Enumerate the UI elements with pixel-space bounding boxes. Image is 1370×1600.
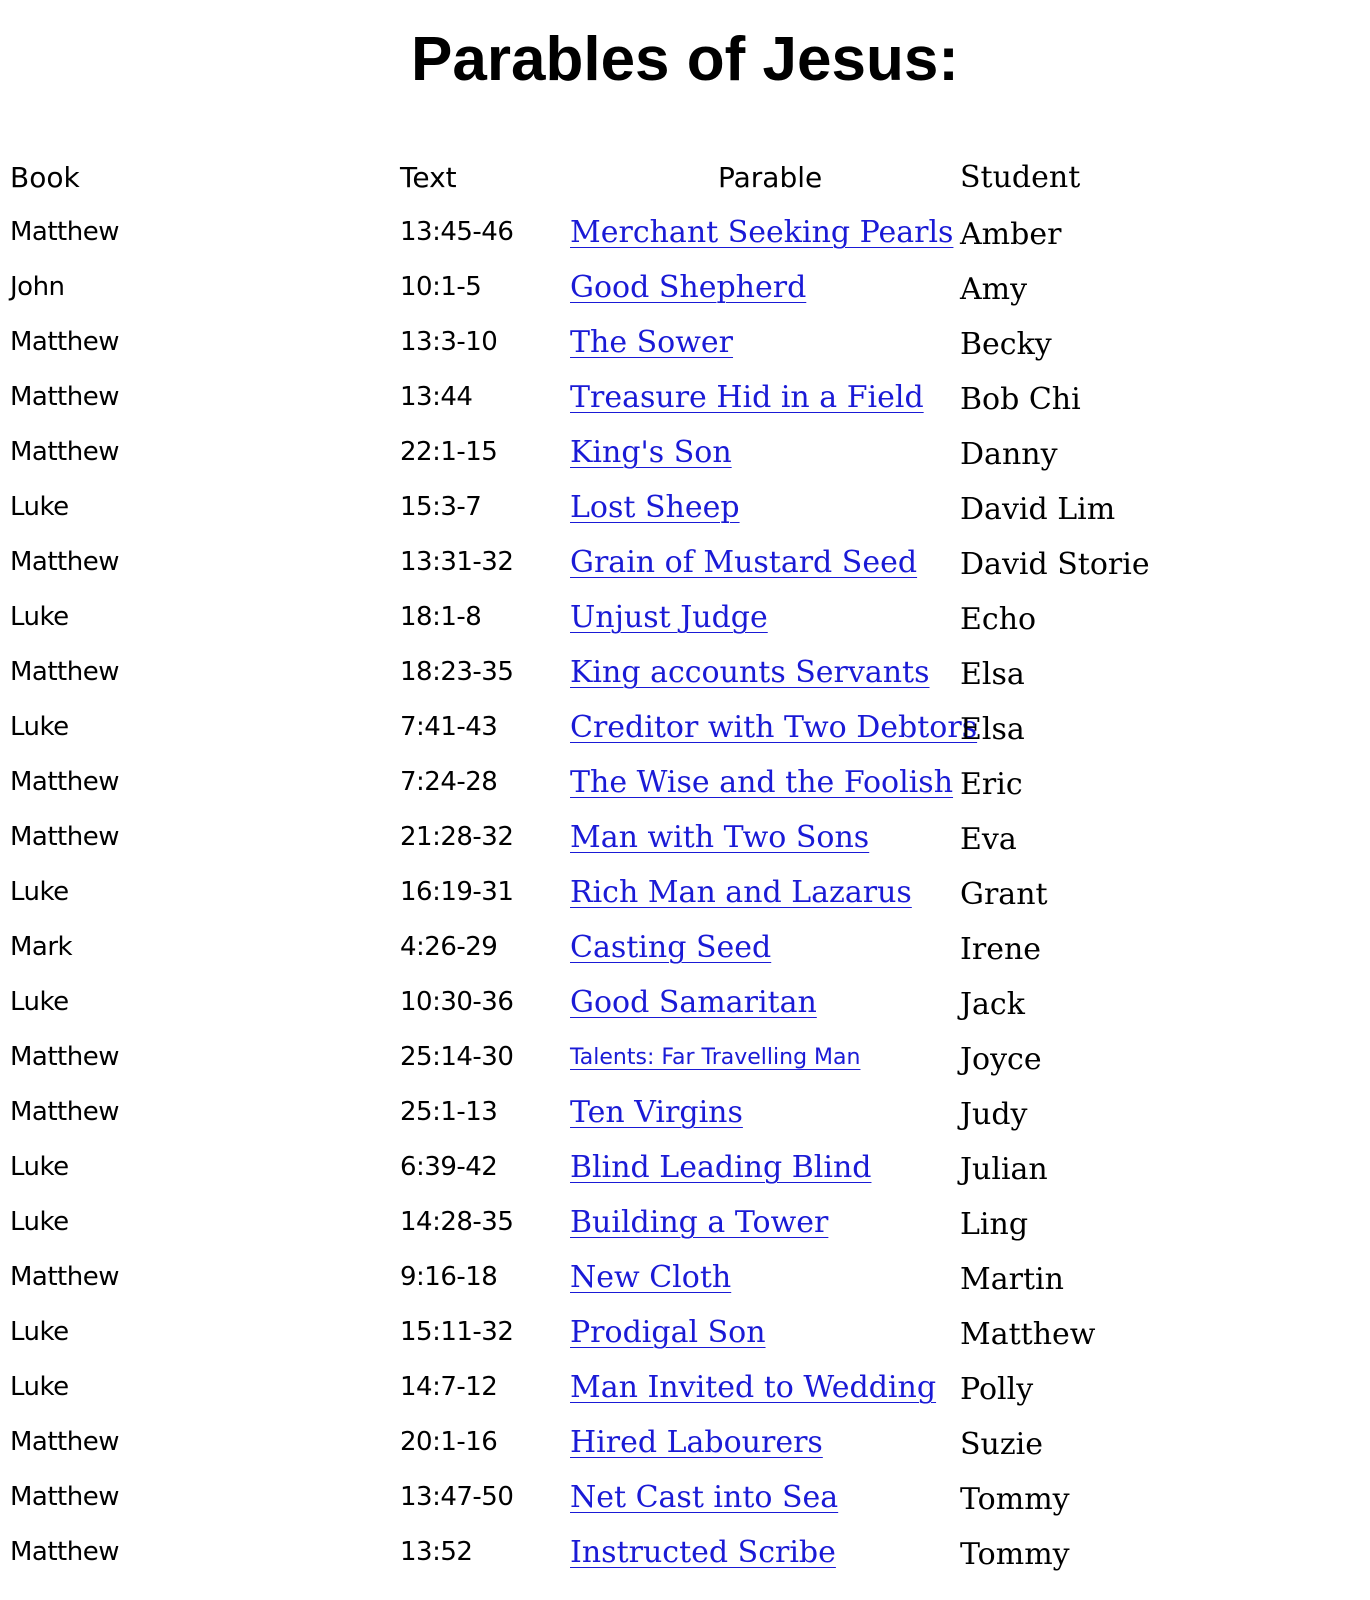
text-reference-cell: 13:52 bbox=[400, 1537, 473, 1567]
table-row bbox=[0, 535, 1370, 590]
parable-link[interactable]: Man Invited to Wedding bbox=[570, 1370, 937, 1405]
book-cell: Matthew bbox=[10, 1097, 119, 1127]
book-cell: Matthew bbox=[10, 217, 119, 247]
book-cell: John bbox=[10, 272, 65, 302]
parable-link[interactable]: King's Son bbox=[570, 435, 732, 470]
parable-link[interactable]: Creditor with Two Debtors bbox=[570, 710, 978, 745]
book-cell: Luke bbox=[10, 602, 69, 632]
text-reference-cell: 13:47-50 bbox=[400, 1482, 514, 1512]
parable-link[interactable]: Talents: Far Travelling Man bbox=[570, 1045, 861, 1070]
text-reference-cell: 13:44 bbox=[400, 382, 473, 412]
student-cell: David Lim bbox=[960, 492, 1116, 527]
text-reference-cell: 15:3-7 bbox=[400, 492, 482, 522]
text-reference-cell: 13:45-46 bbox=[400, 217, 514, 247]
table-row bbox=[0, 590, 1370, 645]
parable-link[interactable]: Blind Leading Blind bbox=[570, 1150, 872, 1185]
table-row bbox=[0, 1470, 1370, 1525]
text-reference-cell: 20:1-16 bbox=[400, 1427, 498, 1457]
parable-link[interactable]: Merchant Seeking Pearls bbox=[570, 215, 954, 250]
header-parable: Parable bbox=[718, 161, 823, 194]
table-row bbox=[0, 1305, 1370, 1360]
text-reference-cell: 21:28-32 bbox=[400, 822, 514, 852]
student-cell: Suzie bbox=[960, 1427, 1044, 1462]
student-cell: Bob Chi bbox=[960, 382, 1081, 417]
student-cell: Echo bbox=[960, 602, 1037, 637]
table-row bbox=[0, 1360, 1370, 1415]
student-cell: Amy bbox=[960, 272, 1028, 307]
parable-link[interactable]: Hired Labourers bbox=[570, 1425, 823, 1460]
text-reference-cell: 14:28-35 bbox=[400, 1207, 514, 1237]
parable-link[interactable]: New Cloth bbox=[570, 1260, 732, 1295]
student-cell: Ling bbox=[960, 1207, 1029, 1242]
text-reference-cell: 22:1-15 bbox=[400, 437, 498, 467]
table-row bbox=[0, 755, 1370, 810]
student-cell: Martin bbox=[960, 1262, 1064, 1297]
text-reference-cell: 14:7-12 bbox=[400, 1372, 498, 1402]
table-header-row bbox=[0, 150, 1370, 206]
book-cell: Matthew bbox=[10, 1427, 119, 1457]
book-cell: Matthew bbox=[10, 437, 119, 467]
book-cell: Matthew bbox=[10, 327, 119, 357]
student-cell: Danny bbox=[960, 437, 1058, 472]
parable-link[interactable]: Good Shepherd bbox=[570, 270, 807, 305]
text-reference-cell: 25:1-13 bbox=[400, 1097, 498, 1127]
header-student: Student bbox=[960, 160, 1081, 195]
parable-link[interactable]: Prodigal Son bbox=[570, 1315, 766, 1350]
text-reference-cell: 25:14-30 bbox=[400, 1042, 514, 1072]
text-reference-cell: 6:39-42 bbox=[400, 1152, 498, 1182]
header-book: Book bbox=[10, 161, 80, 194]
text-reference-cell: 7:24-28 bbox=[400, 767, 498, 797]
table-row bbox=[0, 700, 1370, 755]
book-cell: Luke bbox=[10, 1207, 69, 1237]
parable-link[interactable]: Ten Virgins bbox=[570, 1095, 743, 1130]
student-cell: Irene bbox=[960, 932, 1042, 967]
book-cell: Matthew bbox=[10, 1262, 119, 1292]
student-cell: Matthew bbox=[960, 1317, 1096, 1352]
student-cell: Elsa bbox=[960, 712, 1025, 747]
parable-link[interactable]: Building a Tower bbox=[570, 1205, 829, 1240]
table-row bbox=[0, 975, 1370, 1030]
page-title: Parables of Jesus: bbox=[411, 25, 959, 94]
student-cell: Becky bbox=[960, 327, 1052, 362]
parable-link[interactable]: Man with Two Sons bbox=[570, 820, 870, 855]
parable-link[interactable]: Instructed Scribe bbox=[570, 1535, 836, 1570]
parable-link[interactable]: The Wise and the Foolish bbox=[570, 765, 954, 800]
book-cell: Matthew bbox=[10, 822, 119, 852]
book-cell: Luke bbox=[10, 987, 69, 1017]
student-cell: Amber bbox=[960, 217, 1062, 252]
table-row bbox=[0, 645, 1370, 700]
text-reference-cell: 10:1-5 bbox=[400, 272, 482, 302]
parables-table bbox=[0, 205, 1370, 1580]
text-reference-cell: 13:31-32 bbox=[400, 547, 514, 577]
parable-link[interactable]: Lost Sheep bbox=[570, 490, 740, 525]
table-row bbox=[0, 810, 1370, 865]
book-cell: Matthew bbox=[10, 767, 119, 797]
parable-link[interactable]: Net Cast into Sea bbox=[570, 1480, 839, 1515]
book-cell: Mark bbox=[10, 932, 73, 962]
table-row bbox=[0, 1250, 1370, 1305]
student-cell: Elsa bbox=[960, 657, 1025, 692]
student-cell: Jack bbox=[960, 987, 1025, 1022]
table-row bbox=[0, 865, 1370, 920]
text-reference-cell: 18:23-35 bbox=[400, 657, 514, 687]
parable-link[interactable]: Casting Seed bbox=[570, 930, 772, 965]
book-cell: Matthew bbox=[10, 382, 119, 412]
text-reference-cell: 15:11-32 bbox=[400, 1317, 514, 1347]
student-cell: Grant bbox=[960, 877, 1048, 912]
book-cell: Matthew bbox=[10, 1042, 119, 1072]
table-row bbox=[0, 480, 1370, 535]
book-cell: Luke bbox=[10, 1152, 69, 1182]
student-cell: Tommy bbox=[960, 1537, 1070, 1572]
text-reference-cell: 9:16-18 bbox=[400, 1262, 498, 1292]
text-reference-cell: 18:1-8 bbox=[400, 602, 482, 632]
table-row bbox=[0, 1195, 1370, 1250]
parable-link[interactable]: The Sower bbox=[570, 325, 734, 360]
book-cell: Matthew bbox=[10, 657, 119, 687]
table-row bbox=[0, 1030, 1370, 1085]
book-cell: Matthew bbox=[10, 1537, 119, 1567]
book-cell: Luke bbox=[10, 877, 69, 907]
book-cell: Luke bbox=[10, 1372, 69, 1402]
student-cell: Joyce bbox=[960, 1042, 1042, 1077]
parable-link[interactable]: King accounts Servants bbox=[570, 655, 930, 690]
parable-link[interactable]: Good Samaritan bbox=[570, 985, 817, 1020]
text-reference-cell: 7:41-43 bbox=[400, 712, 498, 742]
text-reference-cell: 4:26-29 bbox=[400, 932, 498, 962]
table-row bbox=[0, 315, 1370, 370]
student-cell: Julian bbox=[960, 1152, 1048, 1187]
parable-link[interactable]: Unjust Judge bbox=[570, 600, 768, 635]
table-row bbox=[0, 370, 1370, 425]
student-cell: Tommy bbox=[960, 1482, 1070, 1517]
book-cell: Luke bbox=[10, 1317, 69, 1347]
text-reference-cell: 16:19-31 bbox=[400, 877, 514, 907]
parable-link[interactable]: Grain of Mustard Seed bbox=[570, 545, 918, 580]
book-cell: Matthew bbox=[10, 1482, 119, 1512]
text-reference-cell: 10:30-36 bbox=[400, 987, 514, 1017]
parable-link[interactable]: Rich Man and Lazarus bbox=[570, 875, 912, 910]
header-text: Text bbox=[400, 161, 457, 194]
text-reference-cell: 13:3-10 bbox=[400, 327, 498, 357]
table-row bbox=[0, 920, 1370, 975]
book-cell: Luke bbox=[10, 712, 69, 742]
student-cell: Polly bbox=[960, 1372, 1034, 1407]
table-row bbox=[0, 1085, 1370, 1140]
student-cell: Eva bbox=[960, 822, 1017, 857]
student-cell: David Storie bbox=[960, 547, 1150, 582]
table-row bbox=[0, 1140, 1370, 1195]
student-cell: Eric bbox=[960, 767, 1023, 802]
table-row bbox=[0, 1525, 1370, 1580]
book-cell: Matthew bbox=[10, 547, 119, 577]
table-row bbox=[0, 260, 1370, 315]
parable-link[interactable]: Treasure Hid in a Field bbox=[570, 380, 924, 415]
table-row bbox=[0, 205, 1370, 260]
book-cell: Luke bbox=[10, 492, 69, 522]
student-cell: Judy bbox=[960, 1097, 1028, 1132]
table-row bbox=[0, 1415, 1370, 1470]
table-row bbox=[0, 425, 1370, 480]
